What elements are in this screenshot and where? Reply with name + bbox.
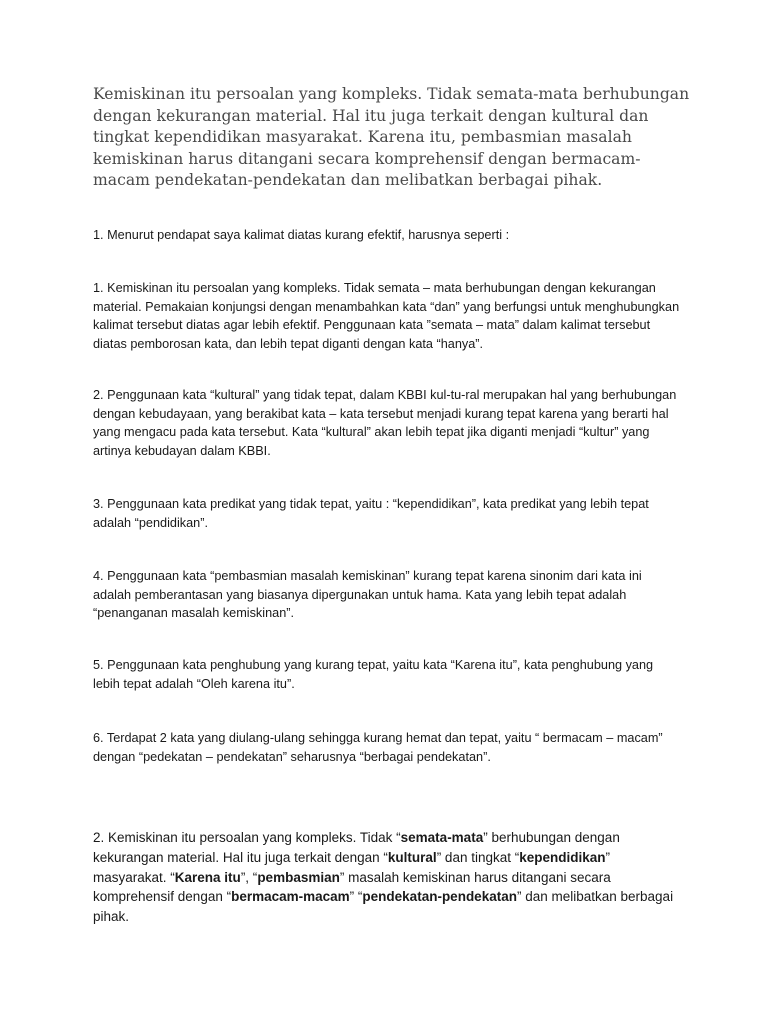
revised-text: ” dan melibatkan berbagai pihak. (93, 889, 674, 925)
revised-text: ” masalah kemiskinan harus ditangani secara komprehensif dengan “ (93, 869, 611, 905)
revised-emphasis: bermacam-macam (231, 889, 350, 905)
revised-emphasis: pendekatan-pendekatan (362, 889, 517, 905)
revised-text: ”, “ (240, 869, 258, 885)
intro-paragraph: Kemiskinan itu persoalan yang kompleks. Tidak semata-mata berhubungan dengan kekurangan material. Hal itu juga terkait dengan kultural dan tingkat kependidikan masyarakat. Karena itu, pembasmian masalah kemiskinan harus ditangani secara komprehensif dengan bermacam-macam pendekatan-pendekatan dan melibatkan berbagai pihak. (93, 85, 690, 189)
revised-text: ” masyarakat. “ (93, 849, 611, 885)
revised-text: ” dan tingkat “ (436, 849, 520, 865)
revised-emphasis: kultural (387, 849, 437, 865)
point-paragraph: 6. Terdapat 2 kata yang diulang-ulang sehingga kurang hemat dan tepat, yaitu “ bermacam – macam” dengan “pedekatan – pendekatan” seharusnya “berbagai pendekatan”. (93, 731, 663, 764)
revised-text: ” berhubungan dengan kekurangan material. Hal itu juga terkait dengan “ (93, 830, 620, 865)
point-paragraph: 3. Penggunaan kata predikat yang tidak tepat, yaitu : “kependidikan”, kata predikat yang lebih tepat adalah “pendidikan”. (93, 497, 649, 530)
revised-paragraph (93, 828, 683, 927)
point-paragraph: 2. Penggunaan kata “kultural” yang tidak tepat, dalam KBBI kul-tu-ral merupakan hal yang berhubungan dengan kebudayaan, yang berakibat kata – kata tersebut menjadi kurang tepat karena yang berarti hal yang mengacu pada kata tersebut. Kata “kultural” akan lebih tepat jika diganti menjadi “kultur” yang artinya kebudayan dalam KBBI. (93, 388, 677, 459)
revised-text: ” “ (349, 889, 363, 905)
point-paragraph: 1. Kemiskinan itu persoalan yang kompleks. Tidak semata – mata berhubungan dengan kekurangan material. Pemakaian konjungsi dengan menambahkan kata “dan” yang berfungsi untuk menghubungkan kalimat tersebut diatas agar lebih efektif. Penggunaan kata ”semata – mata” dalam kalimat tersebut diatas pemborosan kata, dan lebih tepat diganti dengan kata “hanya”. (93, 281, 680, 352)
revised-text: 2. Kemiskinan itu persoalan yang kompleks. Tidak “ (93, 830, 401, 845)
revised-emphasis: semata-mata (400, 830, 484, 845)
revised-emphasis: Karena itu (174, 869, 241, 885)
revised-emphasis: pembasmian (257, 869, 340, 885)
revised-emphasis: kependidikan (519, 849, 606, 865)
point-paragraph: 4. Penggunaan kata “pembasmian masalah kemiskinan” kurang tepat karena sinonim dari kata ini adalah pemberantasan yang biasanya dipergunakan untuk hama. Kata yang lebih tepat adalah “penanganan masalah kemiskinan”. (93, 569, 642, 621)
point-paragraph: 5. Penggunaan kata penghubung yang kurang tepat, yaitu kata “Karena itu”, kata penghubung yang lebih tepat adalah “Oleh karena itu”. (93, 658, 654, 691)
question-heading: 1. Menurut pendapat saya kalimat diatas kurang efektif, harusnya seperti : (93, 228, 510, 242)
